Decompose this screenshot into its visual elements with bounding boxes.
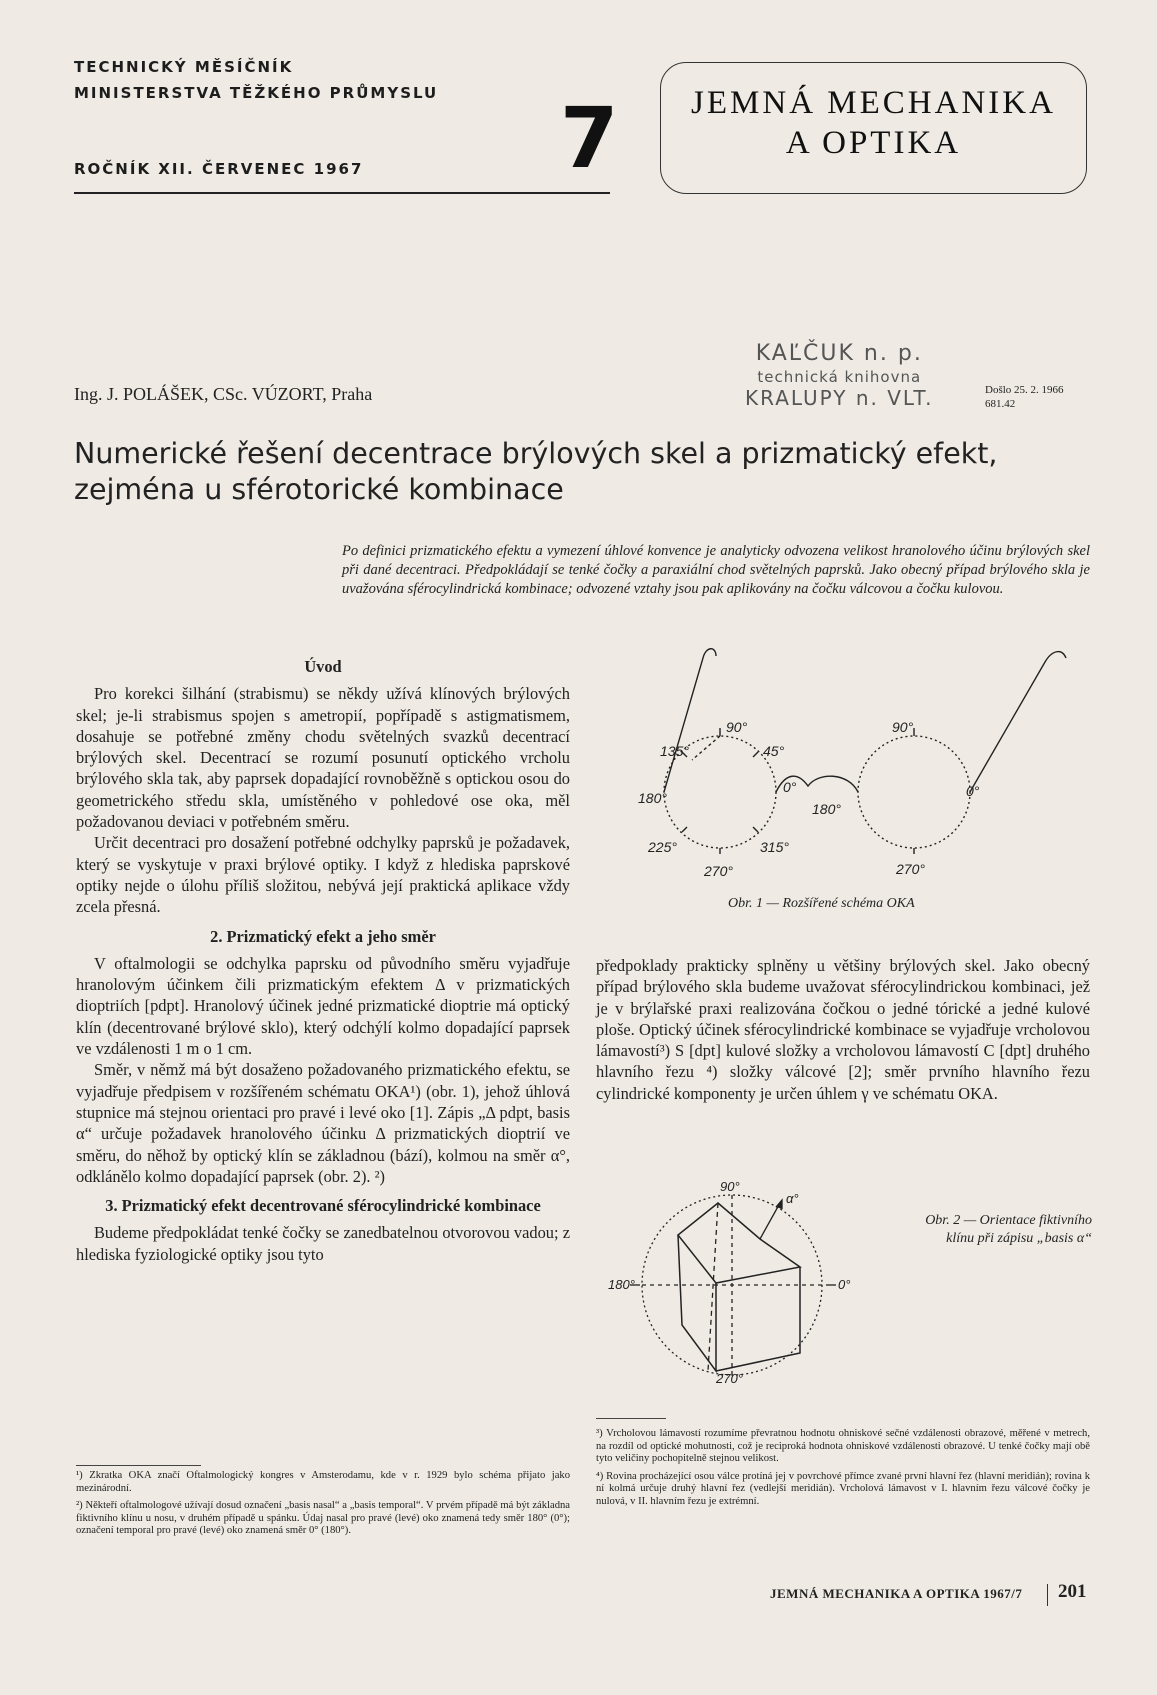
- journal-title-line2: A OPTIKA: [785, 124, 962, 161]
- right-temple: [970, 652, 1066, 792]
- issue-number: 7: [560, 89, 619, 187]
- figure2-caption-line2: klínu při zápisu „basis α“: [946, 1231, 1092, 1246]
- left-temple: [664, 649, 716, 792]
- figure1-caption: Obr. 1 — Rozšířené schéma OKA: [728, 896, 915, 911]
- figure1-oka-schema: [620, 640, 1090, 890]
- header-publisher-line2: MINISTERSTVA TĚŽKÉHO PRŮMYSLU: [74, 84, 439, 102]
- abstract: Po definici prizmatického efektu a vymezení úhlové konvence je analyticky odvozena velikost hranolového účinu brýlových skel při dané decentraci. Předpokládají se tenké čočky a paraxiální chod světelných paprsků. Jako obecný případ brýlového skla je uvažována sférocylindrická kombinace; odvozené vztahy jsou pak aplikovány na čočku válcovou a čočku kulovou.: [342, 543, 1090, 597]
- library-stamp: [745, 340, 934, 411]
- footnote-4: ⁴) Rovina procházející osou válce protíná jej v povrchové přímce zvané první hlavní řez (hlavní meridián); rovina k ní kolmá určuje druhý hlavní řez (vedlejší meridián). Vrcholová lámavost v I. hlavním řezu válcové čočky je nulová, v II. hlavním řezu je extrémní.: [596, 1470, 1090, 1507]
- fig1-label: 315°: [760, 839, 789, 855]
- wedge-front: [716, 1267, 800, 1371]
- fig2-label: α°: [786, 1191, 799, 1206]
- fig1-label: 180°: [638, 790, 667, 806]
- paragraph: předpoklady prakticky splněny u většiny brýlových skel. Jako obecný případ brýlového skla budeme uvažovat sférocylindrickou kombinaci, jež je v brýlařské praxi realizována čočkou o jedné tórické a jedné kulové ploše. Optický účinek sférocylindrické kombinace se vyjadřuje vrcholovou lámavostí³) S [dpt] kulové složky a vrcholovou lámavostí C [dpt] druhého hlavního řezu ⁴) složky válcové [2]; směr prvního hlavního řezu cylindrické komponenty je určen úhlem γ ve schématu OKA.: [596, 956, 1090, 1103]
- footnotes-left: [76, 1470, 570, 1543]
- footer-separator: [1047, 1584, 1048, 1606]
- wedge-side: [678, 1235, 716, 1371]
- wedge-top-face: [678, 1203, 800, 1283]
- footnote-rule-left: [76, 1465, 201, 1466]
- figure2-wedge-orientation: [600, 1175, 860, 1385]
- header-rule: [74, 192, 610, 194]
- fig1-label: 270°: [704, 863, 733, 879]
- paragraph: V oftalmologii se odchylka paprsku od původního směru vyjadřuje hranolovým účinkem čili prizmatickým efektem Δ v prizmatických dioptriích [pdpt]. Hranolový účinek jedné prizmatické dioptrie má optický klín (decentrované brýlové sklo), který odchýlí kolmo dopadající paprsek ve vzdálenosti 1 m o 1 cm.: [76, 953, 570, 1059]
- fig1-label: 45°: [763, 743, 785, 759]
- received-note: [985, 384, 1064, 412]
- fig1-label: 90°: [892, 719, 914, 735]
- journal-title-box: [660, 62, 1087, 194]
- figure2-caption: [852, 1212, 1092, 1248]
- fig1-label: 0°: [966, 783, 980, 799]
- fig1-label: 270°: [896, 861, 925, 877]
- fig1-label: 180°: [812, 801, 841, 817]
- header-publisher-line1: TECHNICKÝ MĚSÍČNÍK: [74, 58, 294, 76]
- paragraph: Směr, v němž má být dosaženo požadovaného prizmatického efektu, se vyjadřuje předpisem v rozšířeném schématu OKA¹) (obr. 1), jehož úhlová stupnice má stejnou orientaci pro pravé i levé oko [1]. Zápis „Δ pdpt, basis α“ určuje požadavek hranolového účinku Δ prizmatických dioptrií ve směru, do něhož by optický klín se základnou (bází), kolmou na směr α°, odklánělo kolmo dopadající paprsek (obr. 2). ²): [76, 1060, 570, 1186]
- fig1-label: 225°: [648, 839, 677, 855]
- fig2-label: 180°: [608, 1277, 635, 1292]
- figure2-caption-line1: Obr. 2 — Orientace fiktivního: [925, 1213, 1092, 1228]
- article-title: Numerické řešení decentrace brýlových skel a prizmatický efekt, zejména u sférotorické kombinace: [74, 437, 998, 507]
- footnote-2: ²) Někteří oftalmologové užívají dosud označení „basis nasal“ a „basis temporal“. V prvém případě má být základna fiktivního klínu u nosu, v druhém případě u spánku. Údaj nasal pro pravé (levé) oko znamená tedy směr 180° (0°); označení temporal pro pravé (levé) oko znamená směr 0° (180°).: [76, 1500, 570, 1537]
- udc-code: 681.42: [985, 397, 1016, 410]
- fig1-label: 90°: [726, 719, 748, 735]
- right-column: [596, 955, 1090, 1104]
- fig2-label: 270°: [716, 1371, 743, 1385]
- stamp-line3: KRALUPY n. VLT.: [745, 386, 934, 411]
- right-lens-circle: [858, 736, 970, 848]
- header-volume-date: ROČNÍK XII. ČERVENEC 1967: [74, 160, 364, 178]
- footnote-3: ³) Vrcholovou lámavostí rozumíme převratnou hodnotu ohniskové sečné vzdálenosti obrazové, měřené v metrech, na rozdíl od optické mohutnosti, což je reciproká hodnota ohniskové vzdálenosti obrazové. U tenké čočky mají obě tyto veličiny pochopitelně stejnou velikost.: [596, 1428, 1090, 1465]
- footnote-1: ¹) Zkratka OKA značí Oftalmologický kongres v Amsterodamu, kde v r. 1929 bylo schéma přijato jako mezinárodní.: [76, 1470, 570, 1494]
- fig2-label: 0°: [838, 1277, 851, 1292]
- author: Ing. J. POLÁŠEK, CSc. VÚZORT, Praha: [74, 384, 373, 404]
- footnotes-right: [596, 1428, 1090, 1514]
- stamp-line2: technická knihovna: [757, 367, 922, 386]
- journal-title-line1: JEMNÁ MECHANIKA: [691, 85, 1056, 121]
- page-number: 201: [1058, 1581, 1087, 1602]
- section-heading-3: 3. Prizmatický efekt decentrované sférocylindrické kombinace: [105, 1196, 541, 1216]
- footnote-rule-right: [596, 1418, 666, 1419]
- left-column: [76, 648, 570, 1265]
- paragraph: Budeme předpokládat tenké čočky se zanedbatelnou otvorovou vadou; z hlediska fyziologické optiky jsou tyto: [76, 1223, 570, 1264]
- fig1-label: 0°: [783, 779, 797, 795]
- section-heading-intro: Úvod: [304, 657, 342, 676]
- footer-journal: JEMNÁ MECHANIKA A OPTIKA 1967/7: [770, 1586, 1023, 1601]
- fig1-label: 135°: [660, 743, 689, 759]
- fig2-label: 90°: [720, 1179, 740, 1194]
- received-date: Došlo 25. 2. 1966: [985, 384, 1064, 396]
- paragraph: Určit decentraci pro dosažení potřebné odchylky paprsků je požadavek, který se vyskytuje v praxi brýlové optiky. I když z hlediska paprskové optiky nejde o úlohu příliš složitou, nebývá její praktická aplikace vždy zcela přesná.: [76, 833, 570, 917]
- stamp-line1: KAĽČUK n. p.: [755, 341, 923, 366]
- paragraph: Pro korekci šilhání (strabismu) se někdy užívá klínových brýlových skel; je-li strabismus spojen s ametropií, popřípadě s astigmatismem, dosahuje se potřebné změny chodu světelných svazků decentrací brýlových skel. Decentrací se rozumí posunutí optického vrcholu brýlového skla tak, aby paprsek dopadající rovnoběžně s optickou osou do geometrického středu skla, umístěného v pohledové ose oka, měl požadovanou deviaci v potřebném směru.: [76, 684, 570, 832]
- section-heading-2: 2. Prizmatický efekt a jeho směr: [210, 926, 436, 946]
